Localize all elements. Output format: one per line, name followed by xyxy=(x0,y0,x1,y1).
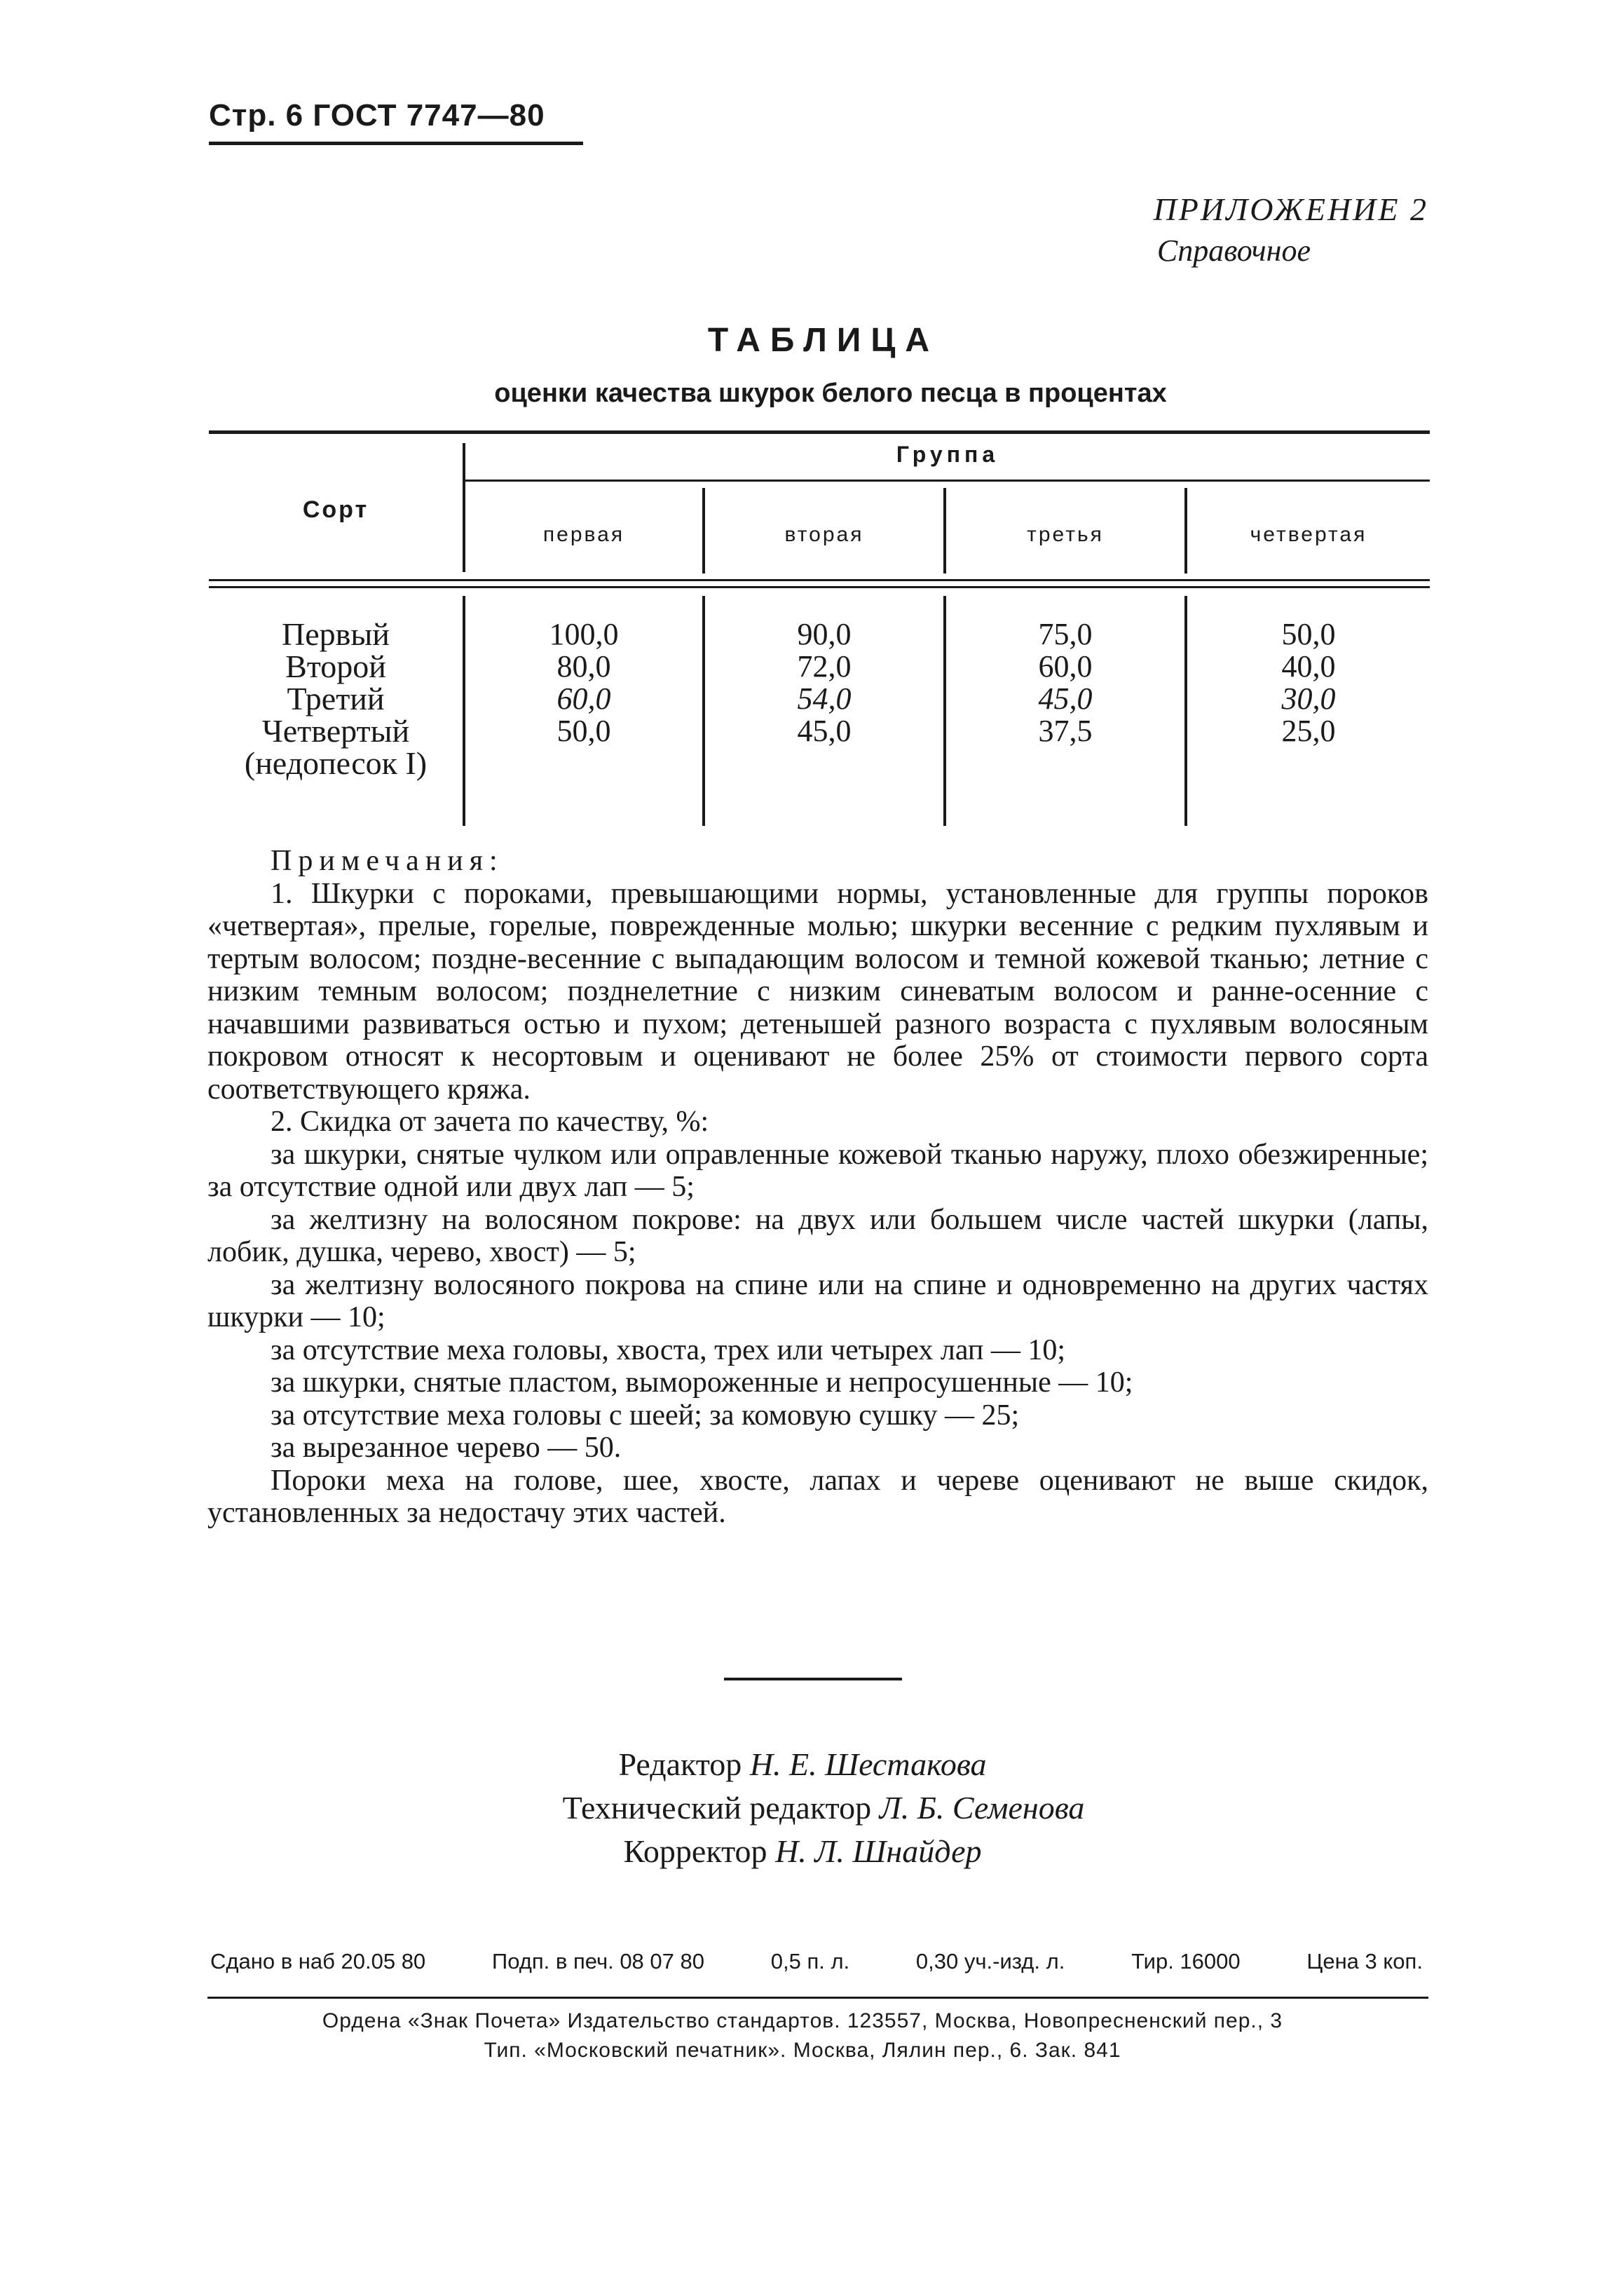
table-cell: 72,0 xyxy=(797,649,852,684)
sort-name: Первый xyxy=(282,616,390,652)
group-4-values xyxy=(1187,618,1430,747)
table-head-sort: Сорт xyxy=(302,496,369,523)
table-cell: 45,0 xyxy=(1038,681,1093,716)
note-1: 1. Шкурки с пороками, превышающими нормы, установленные для группы пороков «четвертая», прелые, горелые, поврежденные молью; шкурки весенние с редким пухлявым и тертым волосом; поздне-весенние с выпадающим волосом и темной кожевой тканью; летние с низким темным волосом; позднелетние с низким синеватым волосом и ранне-осенние с начавшими развиваться остью и пухом; детенышей разного возраста с пухлявым волосяным покровом относят к несортовым и оценивают не более 25% от стоимости первого сорта соответствующего кряжа. xyxy=(207,877,1428,1106)
table-cell: 25,0 xyxy=(1281,714,1336,748)
discount-item: за отсутствие меха головы, хвоста, трех или четырех лап — 10; xyxy=(271,1333,1066,1366)
group-rule xyxy=(465,480,1430,482)
imprint-field: Подп. в печ. 08 07 80 xyxy=(491,1949,704,1974)
discount-item: за шкурки, снятые пластом, вымороженные и непросушенные — 10; xyxy=(271,1366,1133,1399)
table-cell: 90,0 xyxy=(797,617,852,651)
imprint-line-3: Тип. «Московский печатник». Москва, Лялин пер., 6. Зак. 841 xyxy=(484,2039,1121,2062)
proofreader-name: Н. Л. Шнайдер xyxy=(775,1833,982,1869)
header-rule xyxy=(209,142,583,145)
table-cell: 60,0 xyxy=(556,681,611,716)
note-2-title: 2. Скидка от зачета по качеству, %: xyxy=(271,1106,709,1138)
table-cell: 45,0 xyxy=(797,714,852,748)
group-1-values xyxy=(465,618,702,747)
table-cell: 100,0 xyxy=(549,617,619,651)
group-2-values xyxy=(705,618,943,747)
sort-column xyxy=(209,618,463,780)
discount-item: за вырезанное черево — 50. xyxy=(271,1432,622,1464)
table-top-rule xyxy=(209,430,1430,434)
imprint-field: 0,5 п. л. xyxy=(770,1949,850,1974)
table-head-group: Группа xyxy=(896,442,999,467)
imprint-line-2: Ордена «Знак Почета» Издательство стандартов. 123557, Москва, Новопресненский пер., 3 xyxy=(322,2009,1283,2032)
imprint-field: Сдано в наб 20.05 80 xyxy=(210,1949,426,1974)
imprint-field: Тир. 16000 xyxy=(1131,1949,1241,1974)
credit-editor xyxy=(0,1746,1605,1783)
appendix-subtitle: Справочное xyxy=(1156,233,1311,268)
sort-name: Второй xyxy=(285,648,386,684)
group-column-header: четвертая xyxy=(1250,523,1367,546)
table-cell: 80,0 xyxy=(556,649,611,684)
tech-editor-label: Технический редактор xyxy=(562,1790,872,1826)
notes-closing: Пороки меха на голове, шее, хвосте, лапах и череве оценивают не выше скидок, установленных за недостачу этих частей. xyxy=(207,1464,1428,1529)
sort-name: (недопесок I) xyxy=(244,745,428,781)
group-column-header: третья xyxy=(1027,523,1104,546)
imprint-field: 0,30 уч.-изд. л. xyxy=(915,1949,1065,1974)
discount-item: за отсутствие меха головы с шеей; за комовую сушку — 25; xyxy=(271,1399,1020,1432)
table-cell: 50,0 xyxy=(556,714,611,748)
table-cell: 40,0 xyxy=(1281,649,1336,684)
header-bottom-rule-2 xyxy=(209,586,1430,588)
discount-item: за шкурки, снятые чулком или оправленные кожевой тканью наружу, плохо обезжиренные; за отсутствие одной или двух лап — 5; xyxy=(207,1138,1428,1203)
imprint-rule xyxy=(207,1997,1428,1999)
table-cell: 30,0 xyxy=(1281,681,1336,716)
credit-tech-editor xyxy=(0,1789,1605,1826)
editor-label: Редактор xyxy=(618,1746,742,1782)
notes-heading: Примечания: xyxy=(271,845,504,877)
table-cell: 54,0 xyxy=(797,681,852,716)
table-title: ТАБЛИЦА xyxy=(707,322,940,359)
imprint-field: Цена 3 коп. xyxy=(1306,1949,1423,1974)
table-cell: 60,0 xyxy=(1038,649,1093,684)
credit-proofreader xyxy=(0,1833,1605,1870)
proofreader-label: Корректор xyxy=(623,1833,767,1869)
notes-block xyxy=(207,845,1428,1530)
imprint-line-1 xyxy=(210,1949,1423,1974)
page-header: Стр. 6 ГОСТ 7747—80 xyxy=(209,98,545,133)
group-column-header: первая xyxy=(542,523,625,546)
table-cell: 37,5 xyxy=(1038,714,1093,748)
table-cell: 50,0 xyxy=(1281,617,1336,651)
appendix-title: ПРИЛОЖЕНИЕ 2 xyxy=(1153,191,1428,227)
group-column-header: вторая xyxy=(784,523,864,546)
discount-item: за желтизну волосяного покрова на спине или на спине и одновременно на других частях шкурки — 10; xyxy=(207,1268,1428,1333)
discount-item: за желтизну на волосяном покрове: на двух или большем числе частей шкурки (лапы, лобик, душка, черево, хвост) — 5; xyxy=(207,1203,1428,1268)
editor-name: Н. Е. Шестакова xyxy=(749,1746,987,1782)
sort-name: Четвертый xyxy=(261,713,410,749)
table-subtitle: оценки качества шкурок белого песца в процентах xyxy=(494,379,1167,408)
header-bottom-rule-1 xyxy=(209,579,1430,581)
tech-editor-name: Л. Б. Семенова xyxy=(879,1790,1085,1826)
section-divider xyxy=(724,1678,902,1680)
group-3-values xyxy=(946,618,1184,747)
sort-name: Третий xyxy=(287,681,385,716)
table-cell: 75,0 xyxy=(1038,617,1093,651)
